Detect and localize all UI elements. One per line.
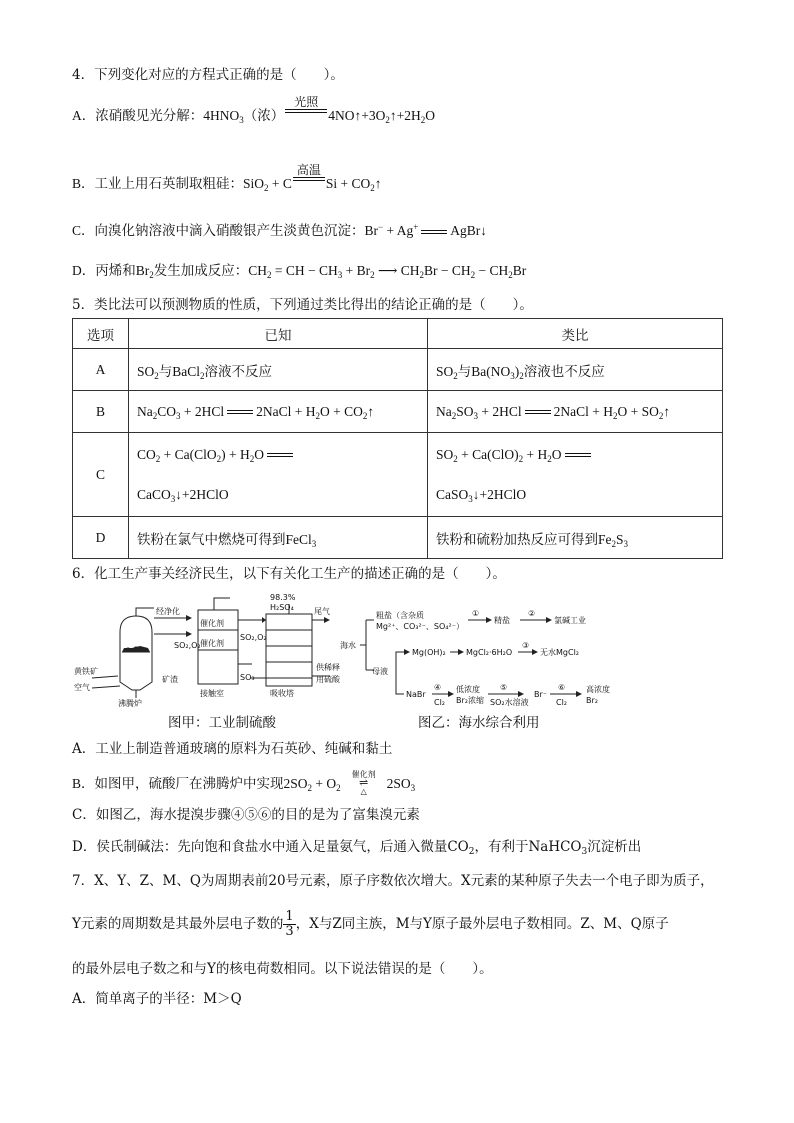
step-5: ⑤ [500, 683, 508, 692]
table-row [73, 433, 723, 517]
label-pyrite: 黄铁矿 [74, 667, 98, 676]
q4-option-c-label: C．向溴化钠溶液中滴入硝酸银产生淡黄色沉淀： [72, 223, 365, 238]
row-option: C [73, 433, 129, 517]
table-row [73, 391, 723, 433]
q7-option-a: A．简单离子的半径：M＞Q [72, 991, 242, 1007]
header-option: 选项 [73, 319, 129, 349]
q4-option-c: C．向溴化钠溶液中滴入硝酸银产生淡黄色沉淀：Br− + Ag+ AgBr↓ [72, 222, 488, 238]
label-contact-chamber: 接触室 [200, 689, 224, 698]
header-analogy: 类比 [428, 319, 723, 349]
label-fine-salt: 精盐 [494, 616, 510, 625]
row-option: A [73, 349, 129, 391]
header-known: 已知 [129, 319, 428, 349]
label-anhydrous-mgcl2: 无水MgCl₂ [540, 648, 579, 657]
step-4: ④ [434, 683, 442, 692]
label-seawater: 海水 [340, 641, 356, 650]
figure-b-caption: 图乙：海水综合利用 [418, 715, 540, 731]
q6-option-c: C．如图乙，海水提溴步骤④⑤⑥的目的是为了富集溴元素 [72, 807, 420, 823]
row-option: D [73, 517, 129, 559]
q4-option-d: D．丙烯和$Br_2$发生加成反应：$CH_2$ = CH − $CH_3 + Br_2$ ⟶ $CH_2Br - CH_2 - CH_2Br$ [72, 263, 527, 280]
step-6: ⑥ [558, 683, 566, 692]
table-header-row [73, 319, 723, 349]
label-mother-liquor: 母液 [372, 667, 388, 676]
label-so2-solution: SO₂水溶液 [490, 698, 529, 707]
label-impurity-ions: Mg²⁺、CO₃²⁻、SO₄²⁻） [376, 622, 464, 631]
label-crude-salt: 粗盐（含杂质 [376, 611, 424, 620]
row-option: B [73, 391, 129, 433]
label-dilute-2: 用硫酸 [316, 675, 340, 684]
condition-high-temp: 高温 [293, 164, 325, 194]
label-slag: 矿渣 [162, 675, 178, 684]
q5-stem: 5．类比法可以预测物质的性质，下列通过类比得出的结论正确的是（ ）。 [72, 297, 533, 313]
row-analogy: $SO_2 + Ca(ClO)_2 + H_2O$ CaSO$_3$↓+2HClO [428, 433, 723, 517]
table-row [73, 517, 723, 559]
label-bromide: Br⁻ [534, 690, 547, 699]
q7-line-1: 7．X、Y、Z、M、Q为周期表前20号元素，原子序数依次增大。X元素的某种原子失去一个电子即为质子， [72, 873, 714, 889]
label-mg-oh2: Mg(OH)₂ [412, 648, 446, 657]
q6-stem: 6．化工生产事关经济民生，以下有关化工生产的描述正确的是（ ）。 [72, 566, 506, 582]
label-high-conc: 高浓度 [586, 685, 610, 694]
label-cl2-b: Cl₂ [556, 698, 568, 707]
q6-option-d: D．侯氏制碱法：先向饱和食盐水中通入足量氨气，后通入微量$CO_2$，有利于NaHCO$_3$沉淀析出 [72, 839, 642, 857]
label-mgcl2-hydrate: MgCl₂·6H₂O [466, 648, 513, 657]
row-known: $SO_2$与BaCl$_2$溶液不反应 [129, 349, 428, 391]
label-h2so4: H₂SO₄ [270, 603, 294, 612]
row-known: $Na_2CO_3 + 2HCl$ 2NaCl + $H_2O$ + $CO_2↑$ [129, 391, 428, 433]
label-chlor-alkali: 氯碱工业 [554, 616, 586, 625]
label-catalyst-1: 催化剂 [200, 619, 224, 628]
q4-option-a: A．浓硝酸见光分解：$4HNO_3$（浓） 光照 $4NO↑+3O_2↑+2H_2O$ [72, 95, 435, 126]
q4-option-a-label: A．浓硝酸见光分解： [72, 108, 204, 124]
label-air: 空气 [74, 683, 90, 692]
label-br2-concentrate: Br₂浓缩 [456, 696, 484, 705]
label-low-conc: 低浓度 [456, 685, 480, 694]
label-purify: 经净化 [156, 607, 180, 616]
label-tail-gas: 尾气 [314, 607, 330, 616]
condition-light: 光照 [285, 96, 327, 126]
label-catalyst-2: 催化剂 [200, 639, 224, 648]
step-2: ② [528, 609, 536, 618]
condition-catalyst: 催化剂 ⇌ △ [351, 770, 376, 796]
seawater-diagram [340, 604, 645, 708]
label-absorption-tower: 吸收塔 [270, 689, 294, 698]
label-acid-conc: 98.3% [270, 593, 296, 602]
q6-option-a: A．工业上制造普通玻璃的原料为石英砂、纯碱和黏土 [72, 741, 393, 757]
label-nabr: NaBr [406, 690, 426, 699]
row-analogy: $SO_2$与$Ba(NO_3)_2$溶液也不反应 [428, 349, 723, 391]
q5-comparison-table [72, 318, 723, 559]
q7-line-3: 的最外层电子数之和与Y的核电荷数相同。以下说法错误的是（ ）。 [72, 961, 493, 977]
label-so2o2-a: SO₂,O₂ [174, 641, 201, 650]
row-analogy: $Na_2SO_3 + 2HCl$ 2NaCl + $H_2O$ + $SO_2↑$ [428, 391, 723, 433]
label-cl2-a: Cl₂ [434, 698, 446, 707]
furnace-shape [120, 616, 152, 690]
q7-line-2: Y元素的周期数是其最外层电子数的 $\frac{1}{3}$ ，X与Z同主族，M与Y原子最外层电子数相同。Z、M、Q原子 [72, 909, 669, 939]
row-analogy: 铁粉和硫粉加热反应可得到$Fe_2S_3$ [428, 517, 723, 559]
fraction-one-third: $\frac{1}{3}$ [285, 909, 294, 939]
label-so2o2-b: SO₂,O₂ [240, 633, 267, 642]
q4-option-b-label: B．工业上用石英制取粗硅： [72, 176, 244, 192]
label-br2: Br₂ [586, 696, 598, 705]
q6-option-b: B．如图甲，硫酸厂在沸腾炉中实现$2SO_2 + O_2$ 催化剂 ⇌ △ $2SO_3$ [72, 770, 416, 796]
label-dilute-1: 供稀释 [316, 663, 340, 672]
figure-a-caption: 图甲：工业制硫酸 [168, 715, 276, 731]
step-3: ③ [522, 641, 530, 650]
absorption-tower-shape [266, 614, 312, 686]
row-known: $CO_2 + Ca(ClO_2) + H_2O$ CaCO$_3$↓+2HClO [129, 433, 428, 517]
step-1: ① [472, 609, 480, 618]
label-furnace: 沸腾炉 [118, 699, 142, 708]
table-row [73, 349, 723, 391]
row-known: 铁粉在氯气中燃烧可得到FeCl$_3$ [129, 517, 428, 559]
label-so3: SO₃ [240, 673, 255, 682]
sulfuric-acid-diagram [74, 590, 364, 710]
q4-option-b: B．工业上用石英制取粗硅：SiO$_2$ + C 高温 $Si + CO_2↑$ [72, 163, 382, 194]
q4-stem: 4．下列变化对应的方程式正确的是（ ）。 [72, 67, 344, 83]
